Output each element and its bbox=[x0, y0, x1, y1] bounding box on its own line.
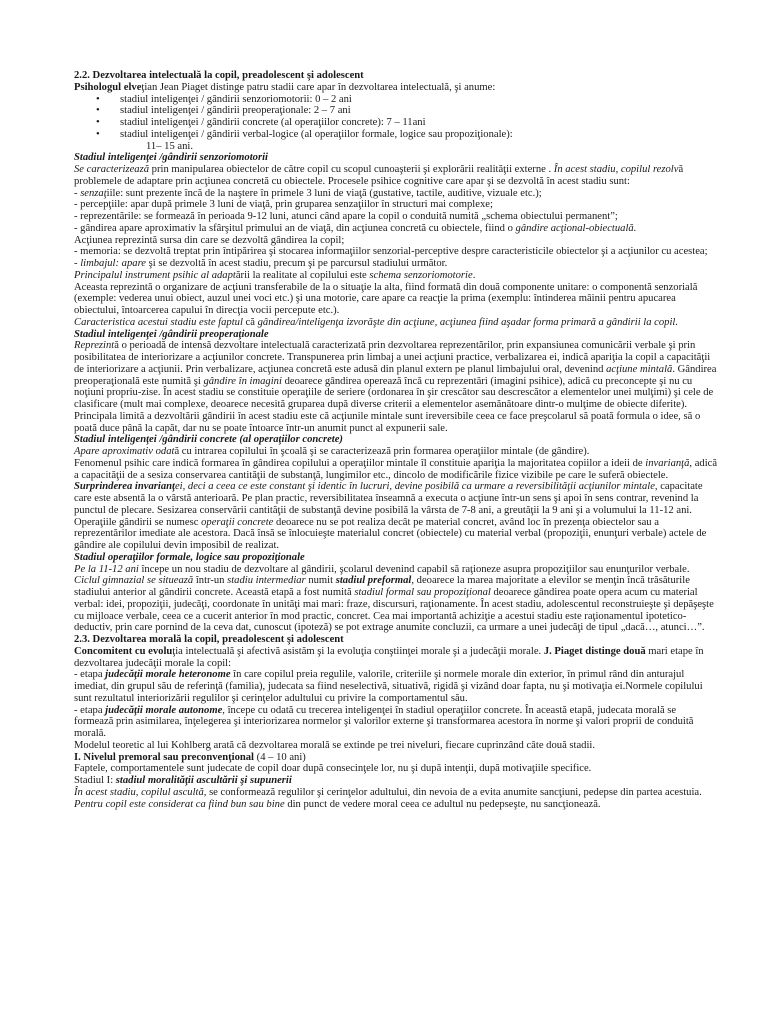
list-item: • stadiul inteligenţei / gândirii verbal-logice (al operaţiilor formale, logice sau propoziţionale): bbox=[96, 128, 513, 140]
paragraph: Pe la 11-12 ani începe un nou stadiu de dezvoltare al gândirii, şcolarul devenind capabil să raţioneze asupra propoziţiilor sau enunţurilor verbale. Ciclul gimnazial se situează într-un stadiu intermediar numit stadiul preformal, deoarece la marea majoritate a elevilor se menţin încă trăsăturile stadiului anterior al gândirii concrete. Această etapă a fost numită stadiul formal sau propoziţional deoarece gândirea poate opera acum cu material verbal: idei, propoziţii, judecăţi, coordonate în unităţi mai mari: fraze, discursuri, raţionamente. În acest stadiu, adolescentul reconstruieşte şi depăşeşte cu mijloace verbale, ceea ce a cucerit anterior în mod practic, concret. Cea mai importantă achiziţie a acestui stadiu este raţionamentul ipotetico-deductiv, prin care pornind de la ceva dat, cunoscut (ipoteză) se pot extrage anumite concluzii, ca urmare a unei judecăţi de tipul „dacă…, atunci…”. bbox=[74, 563, 714, 634]
list-line: - etapa judecăţii morale autonome, începe cu odată cu trecerea inteligenţei în stadiul operaţiilor concrete. În această etapă, judecata morală se formează prin asimilarea, înţelegerea şi interiorizarea normelor şi valorilor externe şi transformarea acestora în norme şi valori proprii de conduită morală. bbox=[74, 704, 694, 739]
paragraph: Modelul teoretic al lui Kohlberg arată că dezvoltarea morală se extinde pe trei niveluri, fiecare cuprinzând câte două stadii. bbox=[74, 739, 596, 751]
bullet-icon: • bbox=[96, 93, 100, 105]
paragraph: În acest stadiu, copilul ascultă, se conformează regulilor şi cerinţelor adultului, din nevoia de a evita anumite sancţiuni, pedepse din partea acestuia. Pentru copil este considerat ca fiind bun sau bine din punct de vedere moral ceea ce adultul nu pedepseşte, nu sancţionează. bbox=[74, 786, 702, 810]
stage-4-continuation: 11– 15 ani. bbox=[146, 140, 193, 152]
heading-formal: Stadiul operaţiilor formale, logice sau propoziţionale bbox=[74, 551, 305, 563]
bullet-icon: • bbox=[96, 117, 100, 128]
heading-concrete: Stadiul inteligenţei /gândirii concrete (al operaţiilor concrete) bbox=[74, 434, 343, 446]
list-line: - memoria: se dezvoltă treptat prin întipărirea şi stocarea informaţiilor senzorial-perceptive despre caracteristicile obiectelor şi a acţiunilor cu acestea; bbox=[74, 246, 708, 258]
level-heading: I. Nivelul premoral sau preconvenţional (4 – 10 ani) bbox=[74, 751, 306, 763]
paragraph: Caracteristica acestui stadiu este faptul că gândirea/inteligenţa izvorăşte din acţiune, acţiunea fiind aşadar forma primară a gândirii la copil. bbox=[74, 316, 679, 328]
list-line: - etapa judecăţii morale heteronome în care copilul preia regulile, valorile, criteriile şi normele morale din exterior, în primul rând din anturajul imediat, din grupul său de referinţă (familia), judecata sa fiind neselectivă, situativă, rigidă şi vizând doar fapta, nu şi motivaţia ei.Normele copilului sunt rezultatul interiorizării regulilor şi cerinţelor adultului cu privire la comportamentul său. bbox=[74, 669, 703, 704]
paragraph: Principala limită a dezvoltării gândirii în acest stadiu este că acţiunile mintale sunt ireversibile ceea ce face preşcolarul să poată formula o idee, să o poată duce până la capăt, dar nu se poate întoarce într-un anumit punct al expunerii sale. bbox=[74, 410, 701, 434]
list-line: - reprezentările: se formează în perioada 9-12 luni, atunci când apare la copil o conduită numită „schema obiectului permanent”; bbox=[74, 211, 618, 222]
list-line: - percepţiile: apar după primele 3 luni de viaţă, prin gruparea senzaţiilor în structuri mai complexe; bbox=[74, 199, 493, 211]
paragraph: Reprezintă o perioadă de intensă dezvoltare intelectuală caracterizată prin dezvoltarea reprezentărilor, prin expansiunea comunicării verbale şi prin posibilitatea de interiorizare a acţiunilor concrete. Transpunerea prin limbaj a unei acţiuni practice, verbalizarea ei, indică apariţia la copil a capacităţii de interiorizare a acţiunii. Prin verbalizare, acţiunea concretă este adusă din planul extern pe planul limbajului oral, devenind acţiune mintală. Gândirea preoperaţională este numită şi gândire în imagini deoarece gândirea operează încă cu reprezentări (imagini psihice), adică cu preconcepte şi nu cu noţiuni propriu-zise. În acest stadiu se constituie operaţiile de seriere (ordonarea în şir crescător sau descrescător a elementelor unei mulţimi) şi cele de clasificare (mult mai complexe, deoarece necesită gruparea după diverse criterii a elementelor asemănătoare dintr-o mulţime de obiecte diferite). bbox=[74, 340, 717, 410]
paragraph: Operaţiile gândirii se numesc operaţii concrete deoarece nu se pot realiza decât pe material concret, având loc în prezenţa obiectelor sau a reprezentărilor imediate ale acestora. Dacă însă se înlocuieşte materialul concret (obiectele) cu material verbal (propoziţii, enunţuri verbale) actele de gândire ale copilului devin imposibil de realizat. bbox=[74, 516, 707, 551]
heading-senzoriomotor: Stadiul inteligenţei /gândirii senzoriomotorii bbox=[74, 152, 268, 164]
list-item: • stadiul inteligenţei / gândirii concrete (al operaţiilor concrete): 7 – 11ani bbox=[96, 117, 426, 128]
paragraph: Principalul instrument psihic al adaptării la realitate al copilului este schema senzoriomotorie. bbox=[74, 269, 476, 281]
list-item: • stadiul inteligenţei / gândirii preoperaţionale: 2 – 7 ani bbox=[96, 105, 351, 117]
list-line: - gândirea apare aproximativ la sfârşitul primului an de viaţă, din acţiunea concretă cu obiectele, fiind o gândire acţional-obiectuală. bbox=[74, 222, 637, 234]
stage-heading: Stadiul I: stadiul moralităţii ascultării şi supunerii bbox=[74, 775, 292, 786]
intro-paragraph: Psihologul elveţian Jean Piaget distinge patru stadii care apar în dezvoltarea intelectuală, şi anume: bbox=[74, 81, 496, 93]
paragraph: Se caracterizează prin manipularea obiectelor de către copil cu scopul cunoaşterii şi explorării realităţii externe . În acest stadiu, copilul rezolvă problemele de adaptare prin acţiunea concretă cu obiectele. Procesele psihice cognitive care apar şi se dezvoltă în acest stadiu sunt: bbox=[74, 164, 684, 187]
list-item: • stadiul inteligenţei / gândirii senzoriomotorii: 0 – 2 ani bbox=[96, 93, 352, 105]
paragraph: Concomitent cu evoluţia intelectuală şi afectivă asistăm şi la evoluţia conştiinţei morale şi a judecăţii morale. J. Piaget distinge două mari etape în dezvoltarea judecăţii morale la copil: bbox=[74, 645, 704, 669]
paragraph: Fenomenul psihic care indică formarea în gândirea copilului a operaţiilor mintale îl constituie apariţia la majoritatea copiilor a ideii de invarianţă, adică a capacităţii de a sesiza conservarea cantităţii de substanţă, lungimilor etc., dincolo de modificările fizice vizibile pe care le suferă obiectele. Surprinderea invarianţei, deci a ceea ce este constant şi identic în lucruri, devine posibilă ca urmare a reversibilităţii acţiunilor mintale, capacitate care este absentă la o vârstă anterioară. Pe plan practic, reversibilitatea înseamnă a executa o acţiune într-un sens şi apoi în sens contrar, revenind la punctul de plecare. Sesizarea conservării cantităţii de substanţă devine posibilă la vârsta de 7-8 ani, a greutăţii la 9 ani şi a volumului la 11-12 ani. bbox=[74, 457, 718, 516]
list-line: Acţiunea reprezintă sursa din care se dezvoltă gândirea la copil; bbox=[74, 234, 345, 246]
list-line: - senzaţiile: sunt prezente încă de la naştere în primele 3 luni de viaţă (gustative, tactile, auditive, vizuale etc.); bbox=[74, 187, 542, 199]
section-heading-2-3: 2.3. Dezvoltarea morală la copil, preadolescent şi adolescent bbox=[74, 634, 344, 645]
stages-list bbox=[74, 94, 718, 141]
paragraph: Apare aproximativ odată cu intrarea copilului în şcoală şi se caracterizează prin formarea operaţiilor mintale (de gândire). bbox=[74, 446, 590, 457]
heading-preoperational: Stadiul inteligenţei /gândirii preoperaţionale bbox=[74, 328, 269, 340]
list-line: - limbajul: apare şi se dezvoltă în acest stadiu, precum şi pe parcursul stadiului următor. bbox=[74, 258, 448, 269]
paragraph: Aceasta reprezintă o organizare de acţiuni transferabile de la o situaţie la alta, fiind formată din două componente unitare: o componentă senzorială (exemple: vederea unui obiect, auzul unei voci etc.) şi una motorie, care apare ca reacţie la prima (exemplu: întinderea mâinii pentru apucarea obiectului, întoarcerea capului în direcţia vocii percepute etc.). bbox=[74, 281, 698, 316]
bullet-icon: • bbox=[96, 105, 100, 117]
paragraph: Faptele, comportamentele sunt judecate de copil doar după consecinţele lor, nu şi după intenţii, după motivaţiile specifice. bbox=[74, 763, 592, 775]
section-heading-2-2: 2.2. Dezvoltarea intelectuală la copil, preadolescent şi adolescent bbox=[74, 70, 364, 81]
bullet-icon: • bbox=[96, 128, 100, 140]
